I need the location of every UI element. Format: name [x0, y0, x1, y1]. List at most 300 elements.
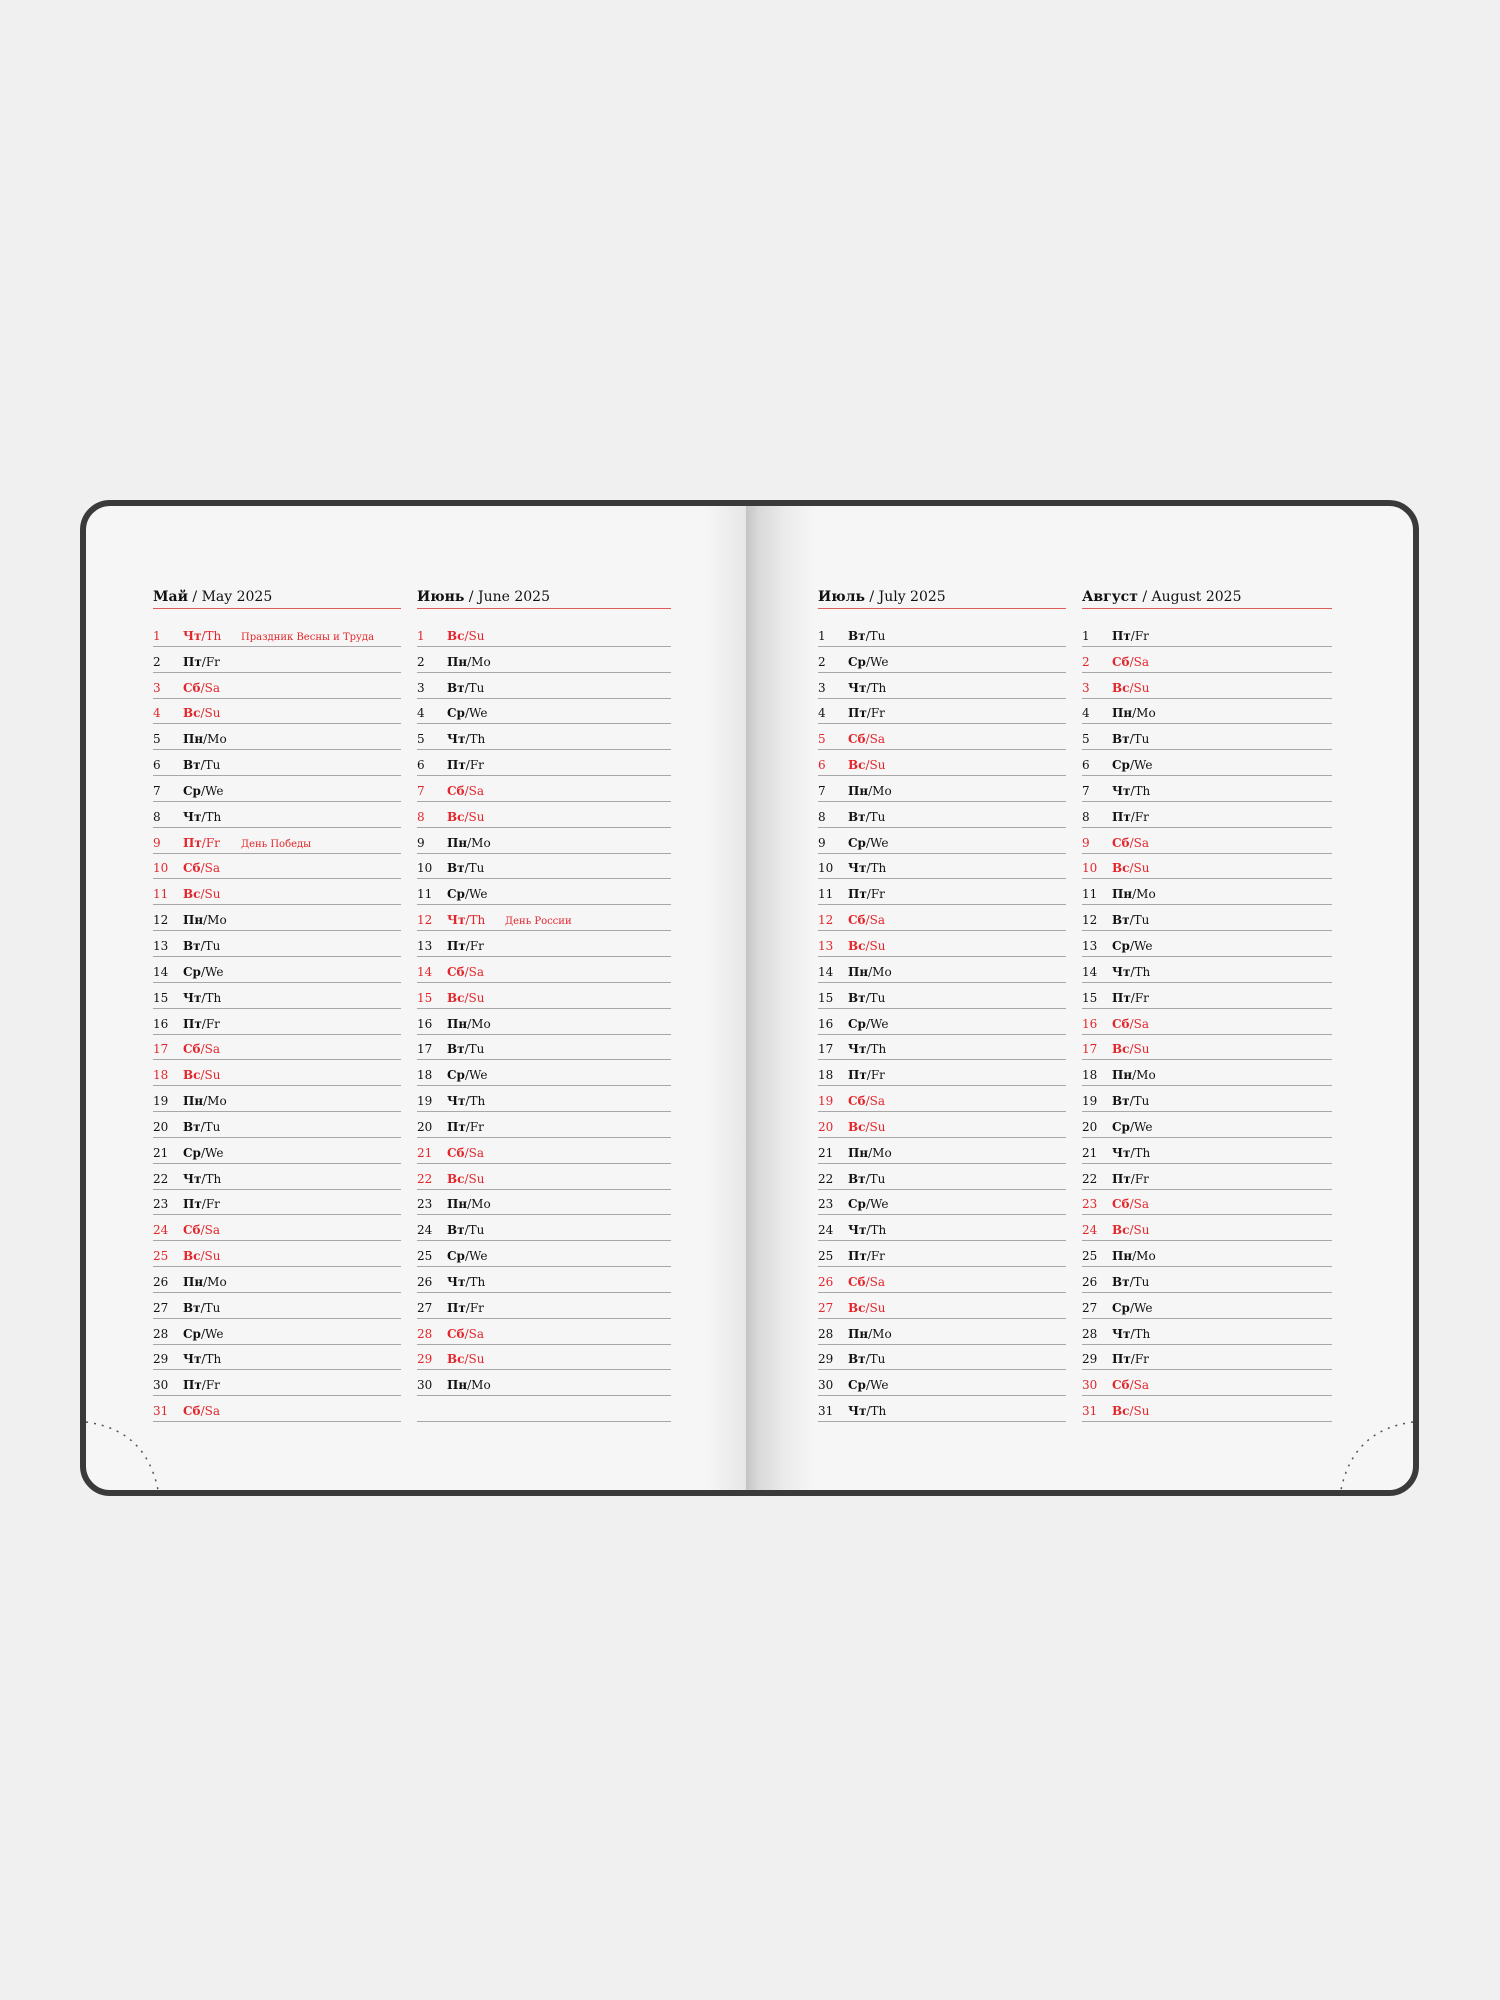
day-row — [153, 802, 401, 828]
weekday-ru: Пт — [183, 654, 202, 669]
weekday-separator: / — [1129, 1016, 1134, 1031]
weekday-en: Fr — [1134, 990, 1149, 1005]
weekday-separator: / — [201, 654, 206, 669]
weekday-separator: / — [866, 1223, 871, 1238]
weekday-en: Tu — [1133, 732, 1150, 747]
day-row — [818, 1112, 1066, 1138]
day-row — [1082, 776, 1332, 802]
day-number: 7 — [417, 783, 425, 798]
weekday — [183, 965, 241, 979]
day-number: 9 — [153, 835, 161, 850]
day-row — [818, 1345, 1066, 1371]
day-number: 4 — [417, 706, 425, 721]
day-number: 15 — [153, 990, 169, 1005]
weekday-en: Su — [869, 938, 886, 953]
weekday-separator: / — [865, 628, 870, 643]
weekday-en: Tu — [204, 1119, 221, 1134]
weekday-separator: / — [1129, 1274, 1134, 1289]
day-number: 9 — [818, 835, 826, 850]
day-number: 22 — [153, 1171, 169, 1186]
day-number: 15 — [1082, 990, 1098, 1005]
weekday-en: Th — [1134, 783, 1151, 798]
weekday-separator: / — [1129, 654, 1134, 669]
weekday-ru: Сб — [183, 1223, 201, 1238]
weekday-separator: / — [200, 1119, 205, 1134]
weekday-en: Fr — [205, 654, 220, 669]
weekday-separator: / — [467, 1378, 472, 1393]
day-number: 20 — [153, 1119, 169, 1134]
day-number: 23 — [1082, 1197, 1098, 1212]
weekday-separator: / — [866, 1042, 871, 1057]
weekday — [848, 1352, 906, 1366]
day-row — [417, 828, 671, 854]
weekday-ru: Вт — [447, 1223, 465, 1238]
weekday-en: Su — [204, 1068, 221, 1083]
day-number: 11 — [417, 887, 433, 902]
weekday-separator: / — [201, 809, 206, 824]
day-number: 24 — [818, 1223, 834, 1238]
weekday-en: Tu — [869, 809, 886, 824]
weekday-ru: Пт — [1112, 990, 1131, 1005]
weekday-en: Su — [1133, 680, 1150, 695]
day-row — [1082, 621, 1332, 647]
weekday-ru: Ср — [183, 783, 201, 798]
weekday-separator: / — [866, 887, 871, 902]
weekday-separator: / — [1130, 964, 1135, 979]
weekday-ru: Ср — [1112, 1300, 1130, 1315]
weekday-separator: / — [1129, 732, 1134, 747]
weekday-separator: / — [866, 1068, 871, 1083]
weekday — [447, 836, 505, 850]
weekday-ru: Чт — [848, 1404, 867, 1419]
weekday-en: We — [870, 1197, 889, 1212]
weekday-ru: Чт — [848, 1042, 867, 1057]
day-row — [153, 1345, 401, 1371]
weekday — [1112, 1042, 1170, 1056]
weekday-en: Su — [869, 1119, 886, 1134]
day-row — [417, 1009, 671, 1035]
month-title: Май / May 2025 — [153, 586, 401, 609]
day-number: 5 — [1082, 732, 1090, 747]
day-number: 27 — [1082, 1300, 1098, 1315]
weekday — [447, 1146, 505, 1160]
weekday — [1112, 836, 1170, 850]
weekday-ru: Пт — [848, 1249, 867, 1264]
weekday — [183, 1197, 241, 1211]
day-row — [153, 1086, 401, 1112]
weekday-en: Tu — [468, 861, 485, 876]
weekday — [1112, 810, 1170, 824]
day-row — [818, 673, 1066, 699]
weekday-en: Sa — [1133, 835, 1149, 850]
day-row — [818, 1190, 1066, 1216]
month-title: Август / August 2025 — [1082, 586, 1332, 609]
weekday — [848, 1249, 906, 1263]
day-number: 1 — [153, 628, 161, 643]
weekday-en: Tu — [468, 1042, 485, 1057]
weekday-separator: / — [865, 938, 870, 953]
day-row — [417, 1319, 671, 1345]
day-number: 15 — [818, 990, 834, 1005]
day-row — [153, 1293, 401, 1319]
weekday-separator: / — [464, 990, 469, 1005]
weekday-ru: Чт — [447, 732, 466, 747]
weekday — [1112, 655, 1170, 669]
weekday-separator: / — [1129, 758, 1134, 773]
day-row — [417, 1035, 671, 1061]
day-number: 9 — [417, 835, 425, 850]
weekday — [848, 913, 906, 927]
weekday — [848, 655, 906, 669]
weekday — [183, 1068, 241, 1082]
weekday — [848, 836, 906, 850]
day-number: 21 — [153, 1145, 169, 1160]
weekday — [447, 810, 505, 824]
weekday-ru: Чт — [848, 1223, 867, 1238]
weekday-ru: Пт — [447, 1300, 466, 1315]
weekday-ru: Вт — [183, 1119, 201, 1134]
weekday-ru: Вс — [1112, 680, 1130, 695]
day-row — [1082, 931, 1332, 957]
weekday — [1112, 861, 1170, 875]
day-number: 27 — [417, 1300, 433, 1315]
day-row — [417, 1060, 671, 1086]
day-number: 20 — [417, 1119, 433, 1134]
day-row — [1082, 750, 1332, 776]
weekday — [1112, 1068, 1170, 1082]
weekday-separator: / — [201, 1378, 206, 1393]
weekday — [183, 861, 241, 875]
day-row — [1082, 724, 1332, 750]
weekday-ru: Ср — [1112, 758, 1130, 773]
weekday-separator: / — [201, 1197, 206, 1212]
day-row — [153, 1138, 401, 1164]
day-number: 16 — [818, 1016, 834, 1031]
day-row — [417, 1345, 671, 1371]
weekday — [183, 1094, 241, 1108]
weekday-separator: / — [464, 680, 469, 695]
day-row — [1082, 828, 1332, 854]
weekday-en: Fr — [1134, 1352, 1149, 1367]
day-number: 27 — [153, 1300, 169, 1315]
weekday — [848, 681, 906, 695]
weekday-en: Mo — [207, 1274, 227, 1289]
day-row — [1082, 1112, 1332, 1138]
weekday-ru: Вт — [183, 938, 201, 953]
weekday-ru: Пн — [1112, 1068, 1133, 1083]
weekday-separator: / — [200, 1249, 205, 1264]
weekday-en: Tu — [1133, 1094, 1150, 1109]
weekday-ru: Сб — [1112, 654, 1130, 669]
weekday — [183, 991, 241, 1005]
weekday-ru: Ср — [1112, 938, 1130, 953]
day-row — [1082, 1086, 1332, 1112]
weekday-ru: Пн — [848, 1326, 869, 1341]
weekday — [183, 1352, 241, 1366]
weekday-en: We — [469, 1068, 488, 1083]
weekday-separator: / — [868, 783, 873, 798]
weekday-en: Su — [468, 990, 485, 1005]
day-row — [1082, 1370, 1332, 1396]
month-june — [417, 586, 671, 1422]
day-number: 29 — [153, 1352, 169, 1367]
weekday — [848, 706, 906, 720]
weekday-ru: Сб — [848, 1094, 866, 1109]
day-number: 22 — [1082, 1171, 1098, 1186]
day-number: 20 — [818, 1119, 834, 1134]
day-row — [1082, 1396, 1332, 1422]
weekday-separator: / — [1129, 1223, 1134, 1238]
day-number: 23 — [818, 1197, 834, 1212]
weekday-en: Sa — [468, 964, 484, 979]
weekday-separator: / — [465, 1274, 470, 1289]
weekday-ru: Ср — [183, 964, 201, 979]
weekday-en: We — [469, 706, 488, 721]
day-row — [153, 905, 401, 931]
weekday — [1112, 681, 1170, 695]
weekday — [848, 887, 906, 901]
weekday-separator: / — [1130, 1145, 1135, 1160]
month-may — [153, 586, 401, 1422]
day-row — [1082, 879, 1332, 905]
weekday-en: Th — [469, 1094, 486, 1109]
weekday — [848, 1197, 906, 1211]
weekday-ru: Вс — [447, 990, 465, 1005]
weekday-separator: / — [868, 1145, 873, 1160]
weekday-separator: / — [467, 835, 472, 850]
weekday — [1112, 706, 1170, 720]
weekday-ru: Вт — [848, 990, 866, 1005]
day-row — [153, 1035, 401, 1061]
day-row — [818, 983, 1066, 1009]
weekday-separator: / — [201, 835, 206, 850]
weekday-en: Mo — [207, 1094, 227, 1109]
weekday-ru: Вс — [1112, 1404, 1130, 1419]
weekday-en: Fr — [870, 706, 885, 721]
weekday-ru: Сб — [183, 1042, 201, 1057]
day-row — [417, 1190, 671, 1216]
weekday — [183, 1404, 241, 1418]
weekday-separator: / — [200, 1404, 205, 1419]
weekday-en: We — [1134, 938, 1153, 953]
day-row — [417, 647, 671, 673]
day-row — [417, 905, 671, 931]
weekday — [848, 1146, 906, 1160]
day-number: 2 — [417, 654, 425, 669]
weekday — [447, 1120, 505, 1134]
weekday — [183, 887, 241, 901]
weekday-en: Fr — [1134, 628, 1149, 643]
weekday-ru: Чт — [183, 809, 202, 824]
weekday — [1112, 887, 1170, 901]
weekday — [447, 1327, 505, 1341]
weekday — [447, 1275, 505, 1289]
weekday-separator: / — [865, 1016, 870, 1031]
weekday-separator: / — [1132, 887, 1137, 902]
weekday-en: Mo — [872, 783, 892, 798]
day-number: 8 — [818, 809, 826, 824]
weekday-en: We — [870, 1016, 889, 1031]
day-number: 14 — [818, 964, 834, 979]
day-number: 30 — [818, 1378, 834, 1393]
day-row — [1082, 1267, 1332, 1293]
weekday-separator: / — [1129, 1300, 1134, 1315]
day-number: 12 — [1082, 913, 1098, 928]
weekday — [848, 965, 906, 979]
weekday-en: Sa — [869, 1094, 885, 1109]
day-number: 17 — [153, 1042, 169, 1057]
day-row — [818, 1396, 1066, 1422]
day-number: 14 — [1082, 964, 1098, 979]
weekday-ru: Сб — [1112, 1016, 1130, 1031]
weekday-separator: / — [865, 1094, 870, 1109]
weekday-en: Th — [205, 628, 222, 643]
weekday-separator: / — [200, 1068, 205, 1083]
weekday-en: Su — [468, 628, 485, 643]
weekday — [183, 681, 241, 695]
weekday-separator: / — [464, 1068, 469, 1083]
day-row — [417, 1215, 671, 1241]
weekday-ru: Вс — [848, 758, 866, 773]
weekday — [1112, 1301, 1170, 1315]
weekday-en: Mo — [1136, 1249, 1156, 1264]
weekday — [848, 784, 906, 798]
weekday-ru: Ср — [848, 1016, 866, 1031]
day-row — [153, 1190, 401, 1216]
weekday-separator: / — [465, 1119, 470, 1134]
day-number: 25 — [153, 1249, 169, 1264]
weekday-en: Mo — [471, 654, 491, 669]
day-row — [818, 1241, 1066, 1267]
day-number: 11 — [153, 887, 169, 902]
day-row — [417, 1267, 671, 1293]
weekday-ru: Вс — [1112, 1223, 1130, 1238]
weekday — [183, 1172, 241, 1186]
day-number: 10 — [153, 861, 169, 876]
weekday-separator: / — [200, 887, 205, 902]
weekday — [1112, 1275, 1170, 1289]
weekday-ru: Пт — [447, 938, 466, 953]
day-list — [417, 621, 671, 1422]
day-number: 30 — [153, 1378, 169, 1393]
weekday-en: Fr — [469, 758, 484, 773]
weekday-en: Tu — [1133, 1274, 1150, 1289]
weekday-en: Tu — [869, 1352, 886, 1367]
weekday-ru: Ср — [447, 1249, 465, 1264]
day-row — [1082, 983, 1332, 1009]
day-number: 13 — [417, 938, 433, 953]
weekday — [447, 1094, 505, 1108]
weekday-separator: / — [1130, 783, 1135, 798]
weekday-ru: Чт — [183, 990, 202, 1005]
weekday-ru: Чт — [848, 861, 867, 876]
weekday — [1112, 784, 1170, 798]
weekday-separator: / — [200, 758, 205, 773]
day-row — [153, 1060, 401, 1086]
weekday-en: Mo — [207, 913, 227, 928]
weekday-separator: / — [1129, 1094, 1134, 1109]
weekday — [447, 681, 505, 695]
weekday-separator: / — [464, 809, 469, 824]
day-number: 9 — [1082, 835, 1090, 850]
weekday-en: Sa — [468, 1326, 484, 1341]
weekday-ru: Вт — [447, 861, 465, 876]
weekday — [447, 732, 505, 746]
day-row — [153, 1009, 401, 1035]
day-number: 21 — [1082, 1145, 1098, 1160]
weekday-ru: Ср — [447, 706, 465, 721]
day-row — [1082, 1293, 1332, 1319]
weekday-en: Sa — [204, 1042, 220, 1057]
weekday-separator: / — [865, 758, 870, 773]
weekday-separator: / — [1129, 1378, 1134, 1393]
weekday-separator: / — [464, 783, 469, 798]
weekday-separator: / — [868, 964, 873, 979]
weekday — [447, 1352, 505, 1366]
weekday — [447, 629, 505, 643]
day-number: 25 — [417, 1249, 433, 1264]
weekday — [848, 1275, 906, 1289]
weekday-en: Tu — [468, 680, 485, 695]
weekday-ru: Вс — [447, 1352, 465, 1367]
weekday-separator: / — [200, 1223, 205, 1238]
weekday-ru: Пн — [447, 654, 468, 669]
weekday-separator: / — [865, 809, 870, 824]
weekday-separator: / — [866, 861, 871, 876]
weekday-ru: Пн — [848, 1145, 869, 1160]
day-row — [818, 1060, 1066, 1086]
weekday-ru: Чт — [447, 1274, 466, 1289]
weekday-ru: Пн — [1112, 1249, 1133, 1264]
weekday — [447, 784, 505, 798]
weekday-en: We — [469, 887, 488, 902]
weekday — [447, 1301, 505, 1315]
weekday-ru: Вт — [183, 758, 201, 773]
weekday-separator: / — [865, 913, 870, 928]
holiday-label: Праздник Весны и Труда — [241, 631, 375, 643]
day-row — [818, 957, 1066, 983]
day-number: 24 — [1082, 1223, 1098, 1238]
day-number: 1 — [1082, 628, 1090, 643]
weekday-ru: Сб — [1112, 1378, 1130, 1393]
day-number: 23 — [153, 1197, 169, 1212]
day-row — [1082, 699, 1332, 725]
weekday — [183, 655, 241, 669]
day-row — [417, 957, 671, 983]
weekday-separator: / — [464, 628, 469, 643]
weekday-en: Tu — [869, 990, 886, 1005]
weekday-en: We — [870, 654, 889, 669]
weekday-en: Sa — [1133, 1016, 1149, 1031]
weekday-en: Mo — [471, 835, 491, 850]
day-number: 19 — [818, 1094, 834, 1109]
weekday-en: Su — [1133, 1223, 1150, 1238]
weekday — [848, 1301, 906, 1315]
weekday-separator: / — [465, 758, 470, 773]
weekday-separator: / — [201, 1016, 206, 1031]
day-number: 13 — [818, 938, 834, 953]
weekday-en: Th — [1134, 964, 1151, 979]
day-number: 7 — [153, 783, 161, 798]
weekday — [447, 1249, 505, 1263]
day-row — [417, 776, 671, 802]
weekday-en: Su — [204, 706, 221, 721]
weekday-en: Su — [204, 1249, 221, 1264]
weekday-separator: / — [1132, 706, 1137, 721]
weekday-en: Fr — [205, 1378, 220, 1393]
weekday-separator: / — [203, 913, 208, 928]
weekday — [183, 629, 241, 643]
